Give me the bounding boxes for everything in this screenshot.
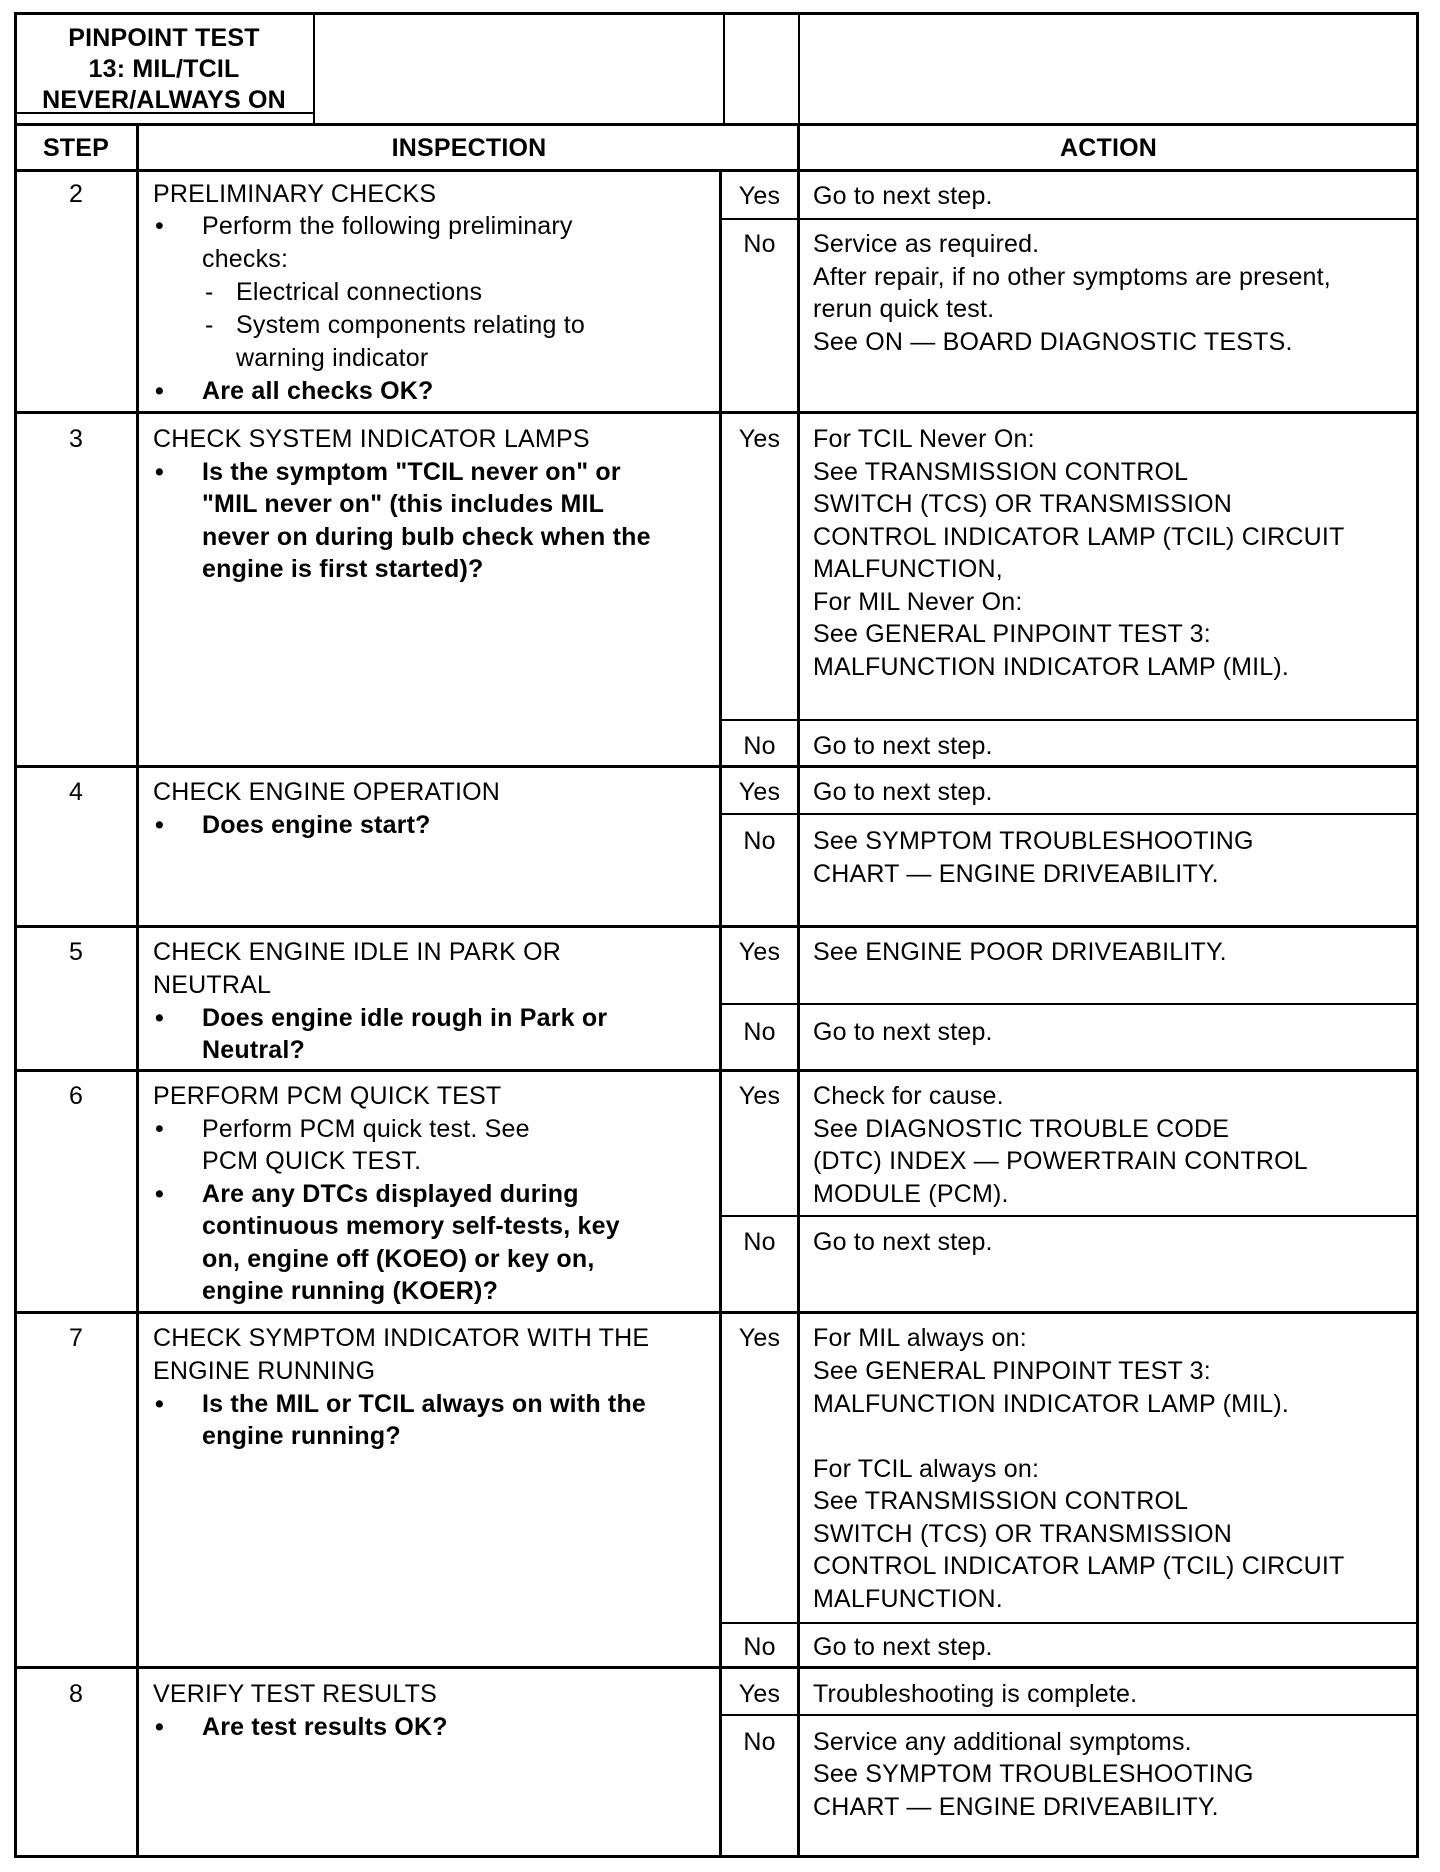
question: engine is first started)? — [202, 555, 484, 583]
yes-action: For MIL always on: — [813, 1324, 1027, 1352]
step-title: ENGINE RUNNING — [153, 1357, 376, 1385]
yes-label: Yes — [738, 1680, 781, 1708]
step-number: 8 — [68, 1680, 84, 1708]
column-header-inspection: INSPECTION — [391, 134, 547, 162]
step-title: CHECK SYSTEM INDICATOR LAMPS — [153, 425, 590, 453]
yes-action: For MIL Never On: — [813, 588, 1023, 616]
instruction-line: checks: — [202, 245, 289, 273]
yes-action: MALFUNCTION. — [813, 1585, 1003, 1613]
no-action: Go to next step. — [813, 1018, 993, 1046]
no-label: No — [743, 1228, 776, 1256]
no-action: CHART — ENGINE DRIVEABILITY. — [813, 860, 1219, 888]
dash: - — [205, 311, 214, 339]
dash: - — [205, 278, 214, 306]
yes-label: Yes — [738, 1082, 781, 1110]
yes-action: See DIAGNOSTIC TROUBLE CODE — [813, 1115, 1230, 1143]
yes-action: MALFUNCTION INDICATOR LAMP (MIL). — [813, 1390, 1290, 1418]
step-number: 4 — [68, 778, 84, 806]
no-action: Service any additional symptoms. — [813, 1728, 1192, 1756]
step-title: CHECK ENGINE IDLE IN PARK OR — [153, 938, 561, 966]
no-action: CHART — ENGINE DRIVEABILITY. — [813, 1793, 1219, 1821]
no-label: No — [743, 827, 776, 855]
no-label: No — [743, 230, 776, 258]
bullet: • — [155, 458, 164, 486]
step-number: 7 — [68, 1324, 84, 1352]
no-action: See SYMPTOM TROUBLESHOOTING — [813, 1760, 1254, 1788]
test-title-line1: PINPOINT TEST — [68, 24, 260, 52]
sub-item: System components relating to — [236, 311, 586, 339]
question: Does engine idle rough in Park or — [202, 1004, 608, 1032]
yes-action: SWITCH (TCS) OR TRANSMISSION — [813, 1520, 1233, 1548]
yes-label: Yes — [738, 425, 781, 453]
yes-action: SWITCH (TCS) OR TRANSMISSION — [813, 490, 1233, 518]
column-header-action: ACTION — [1059, 134, 1158, 162]
question: continuous memory self-tests, key — [202, 1212, 620, 1240]
sub-item: warning indicator — [236, 344, 429, 372]
bullet: • — [155, 1115, 164, 1143]
instruction-line: PCM QUICK TEST. — [202, 1147, 422, 1175]
instruction-line: Perform the following preliminary — [202, 212, 573, 240]
question: Does engine start? — [202, 811, 431, 839]
step-title: PRELIMINARY CHECKS — [153, 180, 437, 208]
yes-action: Go to next step. — [813, 182, 993, 210]
bullet: • — [155, 1004, 164, 1032]
step-title: NEUTRAL — [153, 971, 272, 999]
question: "MIL never on" (this includes MIL — [202, 490, 605, 518]
no-action: After repair, if no other symptoms are present, — [813, 263, 1331, 291]
question: on, engine off (KOEO) or key on, — [202, 1245, 595, 1273]
yes-action: See TRANSMISSION CONTROL — [813, 458, 1189, 486]
step-number: 2 — [68, 180, 84, 208]
yes-action: MALFUNCTION INDICATOR LAMP (MIL). — [813, 653, 1290, 681]
yes-action: CONTROL INDICATOR LAMP (TCIL) CIRCUIT — [813, 523, 1345, 551]
step-title: PERFORM PCM QUICK TEST — [153, 1082, 502, 1110]
sub-item: Electrical connections — [236, 278, 483, 306]
question: Are all checks OK? — [202, 377, 434, 405]
yes-label: Yes — [738, 778, 781, 806]
no-label: No — [743, 732, 776, 760]
no-action: Go to next step. — [813, 732, 993, 760]
yes-action: CONTROL INDICATOR LAMP (TCIL) CIRCUIT — [813, 1552, 1345, 1580]
yes-action: (DTC) INDEX — POWERTRAIN CONTROL — [813, 1147, 1308, 1175]
question: Is the MIL or TCIL always on with the — [202, 1390, 647, 1418]
no-action: Go to next step. — [813, 1633, 993, 1661]
no-label: No — [743, 1633, 776, 1661]
step-number: 6 — [68, 1082, 84, 1110]
yes-action: Check for cause. — [813, 1082, 1004, 1110]
step-number: 5 — [68, 938, 84, 966]
no-action: Go to next step. — [813, 1228, 993, 1256]
yes-action: See GENERAL PINPOINT TEST 3: — [813, 620, 1211, 648]
yes-action: Troubleshooting is complete. — [813, 1680, 1138, 1708]
bullet: • — [155, 212, 164, 240]
yes-action: See ENGINE POOR DRIVEABILITY. — [813, 938, 1227, 966]
question: engine running? — [202, 1422, 401, 1450]
step-title: VERIFY TEST RESULTS — [153, 1680, 437, 1708]
instruction-line: Perform PCM quick test. See — [202, 1115, 530, 1143]
test-title-line2: 13: MIL/TCIL — [88, 55, 240, 83]
question: engine running (KOER)? — [202, 1277, 499, 1305]
step-title: CHECK SYMPTOM INDICATOR WITH THE — [153, 1324, 650, 1352]
bullet: • — [155, 1180, 164, 1208]
question: Is the symptom "TCIL never on" or — [202, 458, 621, 486]
no-action: Service as required. — [813, 230, 1040, 258]
step-title: CHECK ENGINE OPERATION — [153, 778, 501, 806]
yes-action: MODULE (PCM). — [813, 1180, 1009, 1208]
question: never on during bulb check when the — [202, 523, 651, 551]
question: Are any DTCs displayed during — [202, 1180, 579, 1208]
yes-label: Yes — [738, 182, 781, 210]
bullet: • — [155, 1713, 164, 1741]
bullet: • — [155, 1390, 164, 1418]
yes-action: Go to next step. — [813, 778, 993, 806]
question: Are test results OK? — [202, 1713, 448, 1741]
no-action: See ON — BOARD DIAGNOSTIC TESTS. — [813, 328, 1293, 356]
yes-action: See GENERAL PINPOINT TEST 3: — [813, 1357, 1211, 1385]
no-label: No — [743, 1728, 776, 1756]
bullet: • — [155, 377, 164, 405]
yes-action: See TRANSMISSION CONTROL — [813, 1487, 1189, 1515]
no-action: See SYMPTOM TROUBLESHOOTING — [813, 827, 1254, 855]
question: Neutral? — [202, 1036, 306, 1064]
bullet: • — [155, 811, 164, 839]
no-label: No — [743, 1018, 776, 1046]
yes-label: Yes — [738, 1324, 781, 1352]
yes-action: For TCIL always on: — [813, 1455, 1040, 1483]
yes-label: Yes — [738, 938, 781, 966]
column-header-step: STEP — [42, 134, 110, 162]
yes-action: MALFUNCTION, — [813, 555, 1003, 583]
yes-action: For TCIL Never On: — [813, 425, 1035, 453]
step-number: 3 — [68, 425, 84, 453]
test-title-line3: NEVER/ALWAYS ON — [42, 86, 286, 114]
no-action: rerun quick test. — [813, 295, 995, 323]
